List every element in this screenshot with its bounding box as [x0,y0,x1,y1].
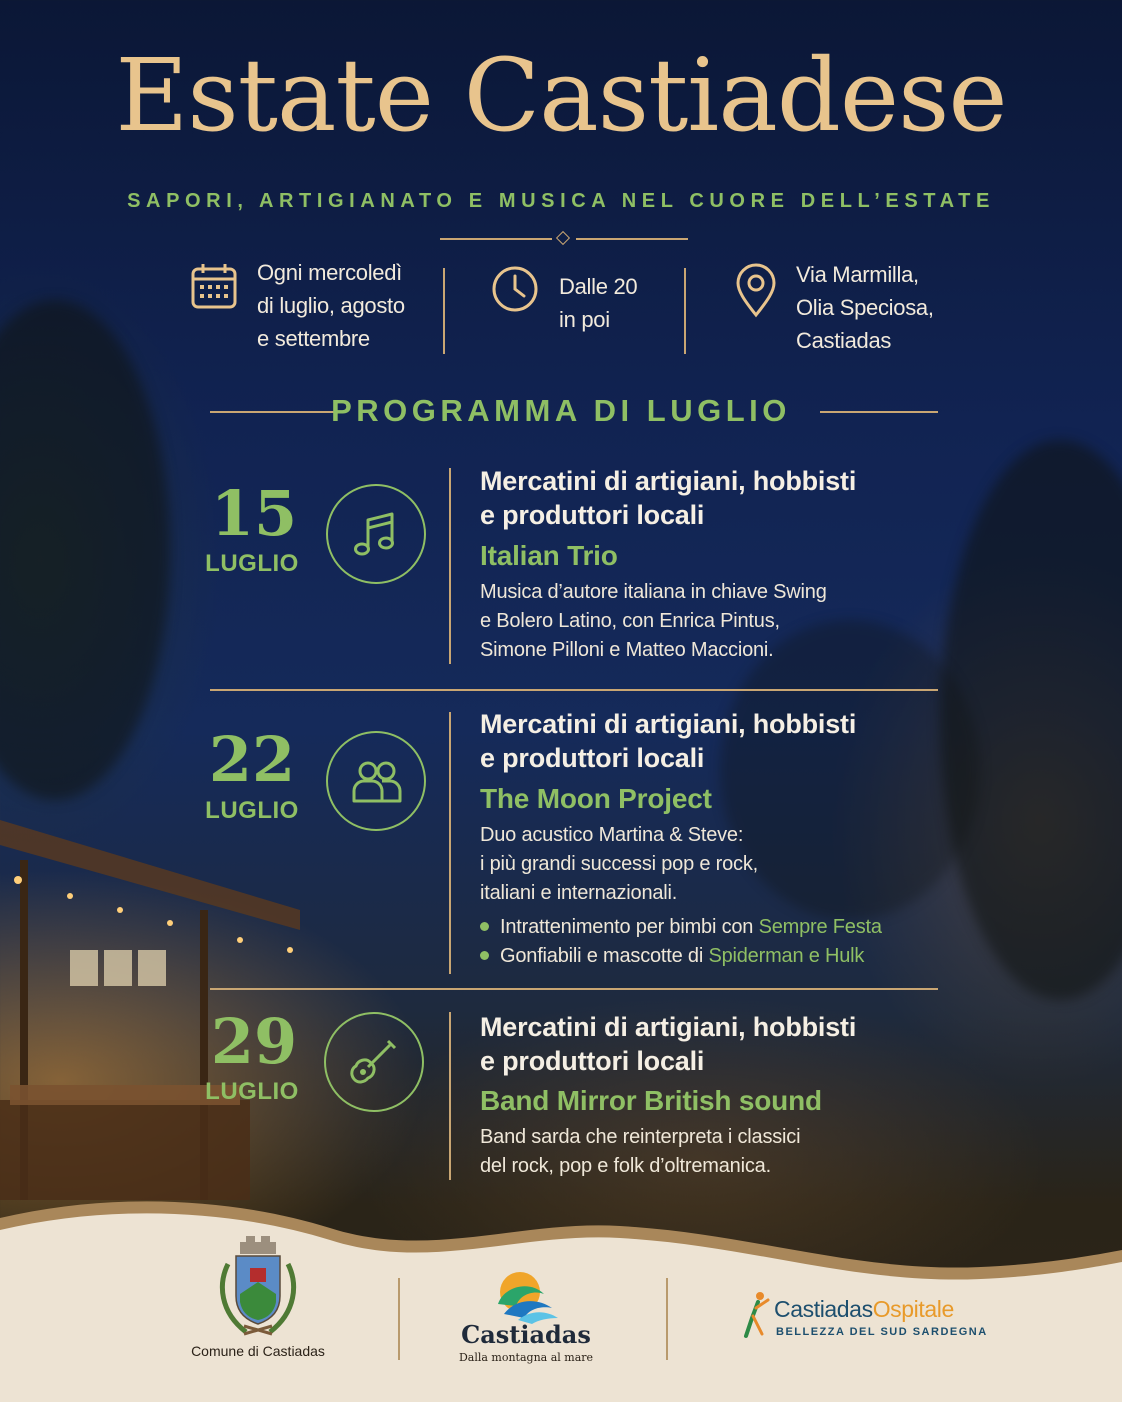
event-description: Duo acustico Martina & Steve: i più grandi successi pop e rock, italiani e internazionali. [480,824,758,904]
location-pin-icon [734,262,778,318]
footer-divider [666,1278,668,1360]
music-note-icon [346,504,406,564]
info-divider [443,268,445,354]
person-jumping-icon [742,1290,772,1340]
program-rule-right [820,411,938,413]
info-time-text: Dalle 20 in poi [559,274,638,332]
page-title: Estate Castiadese [115,37,1007,154]
info-when-text: Ogni mercoledì di luglio, agosto e settembre [257,260,405,351]
ospitale-logo-name: CastiadasOspitale [774,1296,954,1322]
castiadas-logo-tagline: Dalla montagna al mare [458,1351,594,1364]
event-month: LUGLIO [205,797,299,824]
event-separator [210,988,938,990]
info-where-text: Via Marmilla, Olia Speciosa, Castiadas [796,262,934,353]
event-icon-circle [326,731,426,831]
info-divider [684,268,686,354]
event-extra-item: Gonfiabili e mascotte di Spiderman e Hulk [480,945,864,968]
event-band: Band Mirror British sound [480,1085,822,1116]
clock-icon [490,264,540,314]
event-separator [210,689,938,691]
event-title: Mercatini di artigiani, hobbisti e produttori locali [480,709,857,773]
ospitale-logo-tagline: BELLEZZA DEL SUD SARDEGNA [776,1326,988,1338]
castiadas-logo [490,1268,562,1324]
market-stall-illustration [0,800,320,1200]
page-subtitle: SAPORI, ARTIGIANATO E MUSICA NEL CUORE DELL’ESTATE [127,190,995,212]
bullet-dot-icon [480,951,489,960]
event-divider [449,468,451,664]
event-day: 29 [210,1005,298,1078]
comune-label: Comune di Castiadas [191,1343,325,1359]
comune-coat-of-arms [210,1234,306,1344]
title-ornament [440,232,688,246]
event-month: LUGLIO [205,1078,299,1105]
event-icon-circle [326,484,426,584]
castiadas-logo-name: Castiadas [461,1320,591,1349]
event-divider [449,1012,451,1180]
calendar-icon [190,262,238,310]
event-band: Italian Trio [480,540,618,571]
event-title: Mercatini di artigiani, hobbisti e produttori locali [480,466,857,530]
event-month: LUGLIO [205,550,299,577]
program-title: PROGRAMMA DI LUGLIO [331,393,791,428]
event-extra-item: Intrattenimento per bimbi con Sempre Festa [480,916,882,939]
event-description: Band sarda che reinterpreta i classici del rock, pop e folk d’oltremanica. [480,1126,801,1177]
event-day: 15 [210,477,298,550]
event-day: 22 [208,723,296,796]
event-title: Mercatini di artigiani, hobbisti e produttori locali [480,1012,857,1076]
event-band: The Moon Project [480,783,712,814]
people-icon [346,751,406,811]
bullet-dot-icon [480,922,489,931]
footer-divider [398,1278,400,1360]
guitar-icon [344,1032,404,1092]
event-icon-circle [324,1012,424,1112]
event-divider [449,712,451,974]
event-description: Musica d’autore italiana in chiave Swing e Bolero Latino, con Enrica Pintus, Simone Pilloni e Matteo Maccioni. [480,581,827,661]
